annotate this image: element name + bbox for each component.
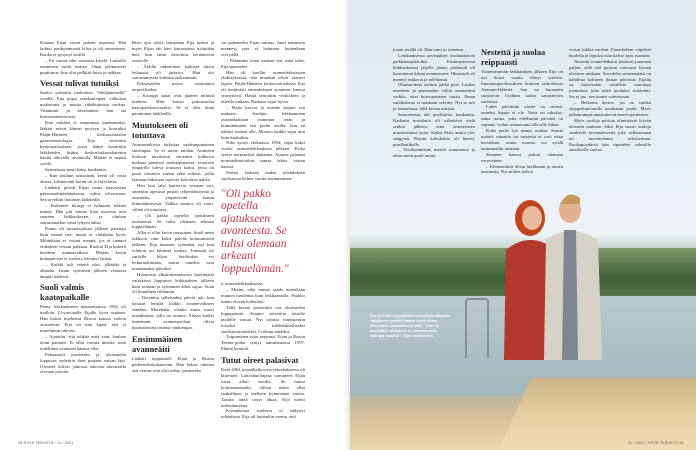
paragraph: – Mietin, eikö minua saada mitenkään muuten hoidettua kuin leikkaamalla. Paukko tuntui olevan kohtaloni. (221, 287, 305, 304)
paragraph: Koko perhe syö samaa ruokaa. Suuria määriä salaattia tai raasteita ei sovi ottaa kerrallaan, mutta maustа voi syödä lautasmallin mukaan. (481, 128, 563, 151)
paragraph: vai paheneeko Eijan sairaus. Juuri naimisiin menneyt pari ei halunnut kuitenkaan viivytellä. (221, 40, 305, 57)
caption-quote: "Kun on puolisällin uhittanut, ei kannata enää kääntyä takaisin", Eija nauraskelee. (370, 323, 440, 338)
page-footer-right: 11 / 2021 / HYVÄ TERVEYS 39 (628, 441, 684, 445)
paragraph: – Äidille näkeminen kaikissa niissä letkuissa oli järkytys. Hän otti sairastumiseni kaikista raskaimmin. (132, 63, 214, 81)
paragraph: Lähes päivittäin uloste on vetistä, onneksi kipuja ei ole. Vatsa on oikukas: sama ruoka, joka edellisenä päivänä on sopinut, voikin seuraavana olla sille liikaa. (481, 104, 563, 128)
paragraph: voivat tukkia suoleni. Parenkeleen viipaleet huolella ja lopuksi otan kalvot pois suustani. (569, 47, 651, 58)
paragraph: – Kun jouduin sairaalaan, kevät oli vasta alussa. Lähtiessäni kotiin oli jo täysi kesä. (40, 173, 126, 185)
dock-ladder (465, 298, 489, 358)
paragraph: – Kokeneet kirurgi ei halunnut leikata minua. Hän piti minua liian nuorena niin suureen leikkaukseen, ja olinhan sairastanutkin vasta lyhyen aikaa. (40, 202, 126, 226)
paragraph: Alku ei ollut kovin ruusuinen. Suoli meni tukkoon vain kaksi päivää kotiutumisen jälkeen. Eija innostui syömään, nyt kun vihdoin sai kiinteää ruokaa. Tomaatti oli suolelle liikaa. Suolitukos vei letkuruokintaan, mutta onneksi vain muutamaksi päiväksi. (132, 230, 214, 271)
paragraph: Pääsy leikkaukseen marraskuussa 1992 oli tuolloin 23-vuotiaalle Eijalle hyvä uutinen. Hän katsoi miehensä Riston kanssa videon avanteesta. Eija oli niin kipeä, että ei murehtinut tulevaa. (40, 304, 126, 334)
right-column-2 (481, 47, 563, 175)
subheading: Tutut oireet palasivat (221, 355, 299, 366)
paragraph: – Päätimme ottaa vastaan sen, mitä tulee, Eija muistelee. (221, 57, 305, 69)
paragraph: – En voinut edes saunassa käydä. Laatoilla istuminen tuotti tuskaa. Omat pehmusteet puuttuivat, kun olin pelkkää luuta ja nahkaa. (40, 57, 126, 75)
woman-face (522, 206, 542, 230)
right-column-1 (393, 47, 475, 159)
paragraph: Viimeisimmän leikkauksen jälkeen Eija on nyt kuusi vuotta elänyt oireetta. Immuunipuolustuksen hoitoon tarkoitettua Azamun-lääkettä. Sen on huomattu suojaavan Crohnin tautia sairastavien suolistoa. (481, 69, 563, 104)
paragraph: – Klementiinit olivat herkkuani jo ennen avannetta. Nyt niiden kalvot (481, 163, 563, 175)
couple-photo (498, 190, 618, 390)
paragraph: Stressi laukaisi uuden tulehduksen suolistossa kolme vuotta ensimmäisen- (221, 169, 305, 181)
paragraph: Huonoista alkukokemuksista huolimatta vatsakivut loppuivat leikkauksen jälkeen kuin seinään ja syöminen alkoi sujua. Siinä oli ilonaiheta riittämiin. (132, 271, 214, 295)
page-footer-left: 38 HYVÄ TERVEYS / 11 / 2021 (18, 441, 74, 445)
paragraph: – Viisikymmentä metriä suuntaansa ja aikaa meni puoli tuntia. (393, 147, 475, 159)
right-page-photo (348, 0, 696, 450)
paragraph: – Kirurgin sanat ovat jääneet mimuli mieleen. Hän kutsui paksusuolta kaatopaikkatavaraksi. Se ei olisi ikinä parantunut lääkkeillä. (132, 93, 214, 116)
paragraph: Avanneaukosta tarkistaa vaaleanpunainen suolenpää. Se ei tunne mitään. Avanteen hoitoon tarvittavat varusteet kulkevat makana pienessä meikkipussissa: avanteen ympärille tuleva joustava laatta, jossa on pussi ulostetta varten sekä suikeet, joilla laattaan leikataan sopivan kokoinen aukko. (132, 141, 214, 183)
paragraph: Hän oli kuullut avanneleikattujen yhdistyksessä, että muutkin olivat saaneet lapsia. Päijät-Hämeen keskussairaalassa Eija oli tiettävästi ensimmäinen avanteen kanssa synnyttävä. Häntä seurattiin verikokein ja ultralla tiuhaan. Raskaus sujui hyvin. (221, 69, 305, 105)
paragraph: Struuten kanssa joutuu olemaan varovainen: (481, 151, 563, 163)
paragraph: Leikkauksessa aavistukset osoittautuivat paikkansapitäviksi. Ensimmäisessä leikkauksessa jäljelle jäänyt peräsuoli oli kuroutunut kiinni avanteeseen. Ohutsuoli oli mennyt tukkoon ja tulehtunut. (393, 52, 475, 82)
paragraph: Tällä kertaa poistettiin osa ohutsuolen loppupäästä. Avanne siirrettiin toiselle puolelle vatsaa. Nyt sairaus tunnistettiin toiseksi tulehdukselliseksi suolistosairaudeksi, Crohnin taudiksi. (221, 304, 305, 334)
paragraph: Toipuminen sujui nopeasti. Eijan ja Riston Teemu-poika syntyi tammikuussa 1997. Elämä hymyili. (221, 334, 305, 352)
paragraph: Kunto oli sairaalajakson jälkeen parempi kuin ennen sitä, mutta ei vieläkään hyvä. Mihinkään ei voinut mennä, jos ei tiennyt etukäteen vessan paikkaa. Ruokia Eija kokeili itselleen mannavellistä. Mitään kovin kuitupitoista ei suolisto kärsinyt laittaa. (40, 226, 126, 261)
paragraph: Myös suoloja poistuu elimistöstä löysän ulosteen mukana. Siksi Eija suosii suoloja sisältäviä kivennäisvettä joko sellaisenaan tai tuoremehuun sekoitettuna. Ruokapöydässä hän ripottelee valmiille annokselle suolaa. (569, 117, 651, 153)
subheading: Muutokseen oli totuttava (132, 119, 188, 140)
paragraph: – Oli pakko opetella ajatukseen avanteesta. Se tulisi olemaan arkeani loppuelämän. (132, 212, 214, 230)
paragraph: Sairaalassa meni kaksi kuukautta. (45, 167, 107, 173)
left-column-1 (40, 40, 126, 375)
paragraph: Paksusuoli poistettiin ja ohutsuolen loppuosa vedettiin ihon pintaan vatsan läpi. Ulosteet tulivat jatkossa aukosta alavatsalla olevaan pussiin. (40, 351, 126, 375)
paragraph: Heti kun jalat kantoivat vessaan asti, annettiin opetusta pussin tyhjentämisestä ja avannetta ympäröivän laatan kiinnittämisestä. Valkka maatos oli suuri, siihen oli totuttava. (132, 183, 214, 212)
paragraph: Kun mikään ei muuttunut paremmaksi, lääkäri noteri käteen pystyyn ja konsultoi Päijät-Hämeen keskussairaalan gastroenterologia. Eija siirrettiin keskussairaalaan, jossa häntä hoidettiin lääkkeiden lisäksi keskuslaskimokatetrin kautta tulevalla ravinnolla. Mitään ei saanut syödä. (40, 119, 126, 167)
paragraph: Sairaalassaa tuli puolitoista kuukautta. Raskaita nosteluita oli vältettävä vielä senkin jälkeen, ettei avanteeseen muodostunut tyrää. Aluksi Risto auttoi ylös sängystä. Päivän kohokohta oli kävely postilaatikolle. (393, 111, 475, 147)
paragraph: Suolta yritettiin rauhoittaa "vähäjätteisellä" ravalla. Eija popsi ranskanleipää, valkoista makaronia ja muuta vähäkuituista ruokaa. Vitamiinit ja hivenaineet hän sai lisäravinnetetroista. (40, 90, 126, 120)
left-column-3 (221, 40, 305, 420)
subheading: Nestettä ja suolaa reippaasti (481, 47, 546, 67)
paragraph: Lääkäri toppuutteli Eijan ja Riston perheenlisäyshaaveita. Hän halusi odottaa sen verran, että olisi nähty, paraneeko (132, 355, 214, 373)
man-shirt (562, 230, 578, 360)
paragraph: Kuvauksissa suolessa ei näkynyt tulehdusta. Eija oli kuitenkin varma, että (221, 408, 305, 420)
paragraph: Risto ajoi töistä sairaalaan Eija tuekoi ja myös Eijan äiti kävi katsomassa tyttärtään heti, kun tämä siirrettiin heräämöstä osastolle. (132, 40, 214, 63)
page-gutter (344, 0, 350, 450)
caption-text: Eija ja Risto Kyynäräisen ikkunasta näkyvän Vallijärven ympäri menee hyvä viiden kilometrin sauvakävelylenkki. (370, 314, 450, 328)
left-column-2 (132, 40, 214, 374)
paragraph: Kotona Eijan vointi paheni nopeasti. Hän laihtui parikymmentä kiloa ja oli aneeminen. Ruoka ei pysynyt sisällä. (40, 40, 126, 57)
paragraph: Kesä 2004 työpaikalla terveyskeskuksessa oli kiireinen. Laitoshuoltajana toimineen Eijan vatsa alkoi oireilla. Se tuntui kolmaantomalta, olihan maha ollut rauhallinen jo melkein kymmenen vuotta. Taasko tämä souvi alkaa, Eija mietti turhautuneena. (221, 367, 305, 408)
paragraph: jotain sisällä oli. Hän tunsi jo oireensa. (393, 47, 465, 52)
paragraph: – Heikotus kertoo, jos on vaikka shoppailureissulla unohtanut juoda. Myös jalkakrampit muistuttavat nestevajauksesta. (569, 100, 651, 117)
paragraph: Ohutsuolesta otettiin pätkä pois. Lisäksi avanteen ja peräsuolen väliin asennettiin verkko, ettei kuroutumisen uusisi. Ilman suolitukosta ei taaskaan selvitty. Nyt se tuli jo sairaalassa, tällä kertaa nakista. (393, 82, 475, 112)
pull-quote: "Oli pakko opetella ajatukseen avanteesta. Se tulisi olemaan arkeani loppuelämän." (221, 187, 289, 275)
paragraph: – Maha kasvoi ja avanne laajeni sen mukana. Jouduin leikkaamaan avannelaattaan isomman reiän ja kiinnittämään sen perlin avulla, kun en nähnyt mahan alle. Muuten kaikki sujui niin kuin kuuluikin. (221, 104, 305, 140)
paragraph: Nestettä avanneleikatut joutuvat juomaan paljon, sillä sitä poistuu runsaasti löysän ulosteen mukana. Suositeltu nesteemäärä on kahdesta kolmeen litraan päivässä. Eijalla on käytössään tavallista suurempi juomalasi, jotta tulee juoduksi riittävästi. Jos ei juo, sen tuntee voimissaan. (569, 58, 651, 100)
subheading: Ensimmäinen avanneäiti (132, 333, 183, 354)
paragraph: – Ajattelin, että tehkää mitä vain, kunhan oloni paranee. Ei ollut voimia miettiä, mitä todellinen avanteen kanssa olisi. (40, 333, 126, 351)
man-hair (560, 195, 580, 205)
right-column-3 (569, 47, 651, 153)
subheading: Suoli valmis kaatopaikalle (40, 282, 90, 303)
photo-caption (370, 314, 450, 339)
paragraph: – Kaikki tuli vetenä ulos, ylhäältä ja alhaalta. Istuin syömisen jälkeen vessassa ämpäri kädessä. (40, 261, 126, 279)
paragraph: Lääkärit pitivät Eijan tautia haavaisena paksusuolitulehduksena, colitis ulcerosana. Sen arveltiin hoituvan lääkkeillä. (40, 184, 126, 202)
subheading: Vessat tulivat tutuiksi (40, 78, 119, 89)
paragraph: ti avanneleikkauksesta. (221, 281, 264, 287)
paragraph: Paksusuolen poisto osoittautui tarpeelliseksi: (132, 81, 214, 93)
paragraph: – Tietenkin sellaisiakin päiviä tuli, kun halusin heittää kaikki avannevälineet seinään. Murehdin, olenko ainoa nuori maailmassa, jolla on avanne. Alussa kaikki tuntemani avannepotilaat olivat huomattavasti minua vanhempia. (132, 295, 214, 330)
paragraph: Niko syntyi elokuussa 1994, vajaa kaksi vuotta avanneleikkauksen jälkeen. Poika syntyi normaalisti alakautta. Avanne palautui normaalimittoihin samaa tahtia vatsan kanssa. (221, 140, 305, 170)
